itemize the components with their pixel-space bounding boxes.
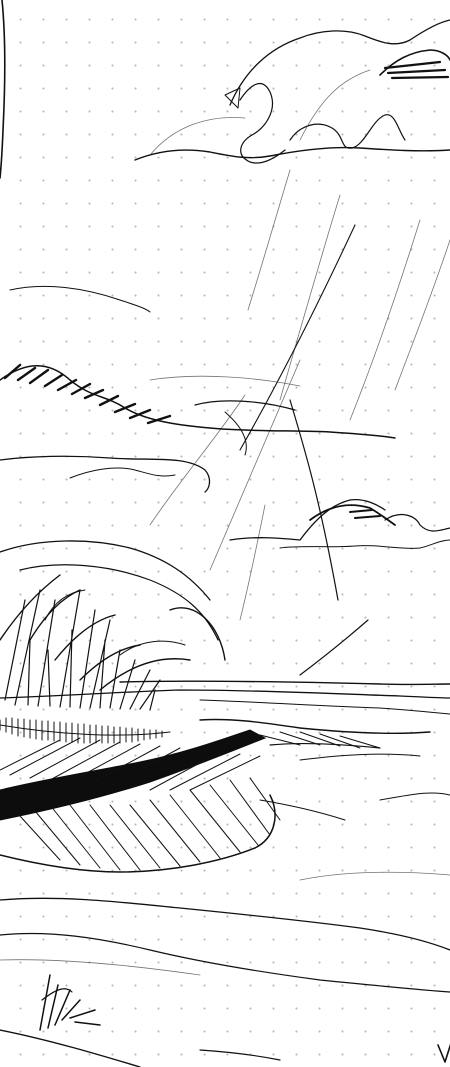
fence bbox=[0, 718, 170, 743]
cloud-middle-right bbox=[230, 500, 450, 549]
corner-mark bbox=[438, 1040, 450, 1062]
dune-shadow bbox=[0, 719, 430, 820]
foreground-grass bbox=[40, 975, 100, 1030]
dune-grass bbox=[0, 575, 190, 710]
paper-margin-line bbox=[0, 0, 5, 178]
cloud-middle-left bbox=[0, 286, 395, 492]
light-rays bbox=[150, 170, 450, 675]
cloud-top bbox=[135, 20, 450, 163]
dune-arc bbox=[0, 541, 225, 660]
